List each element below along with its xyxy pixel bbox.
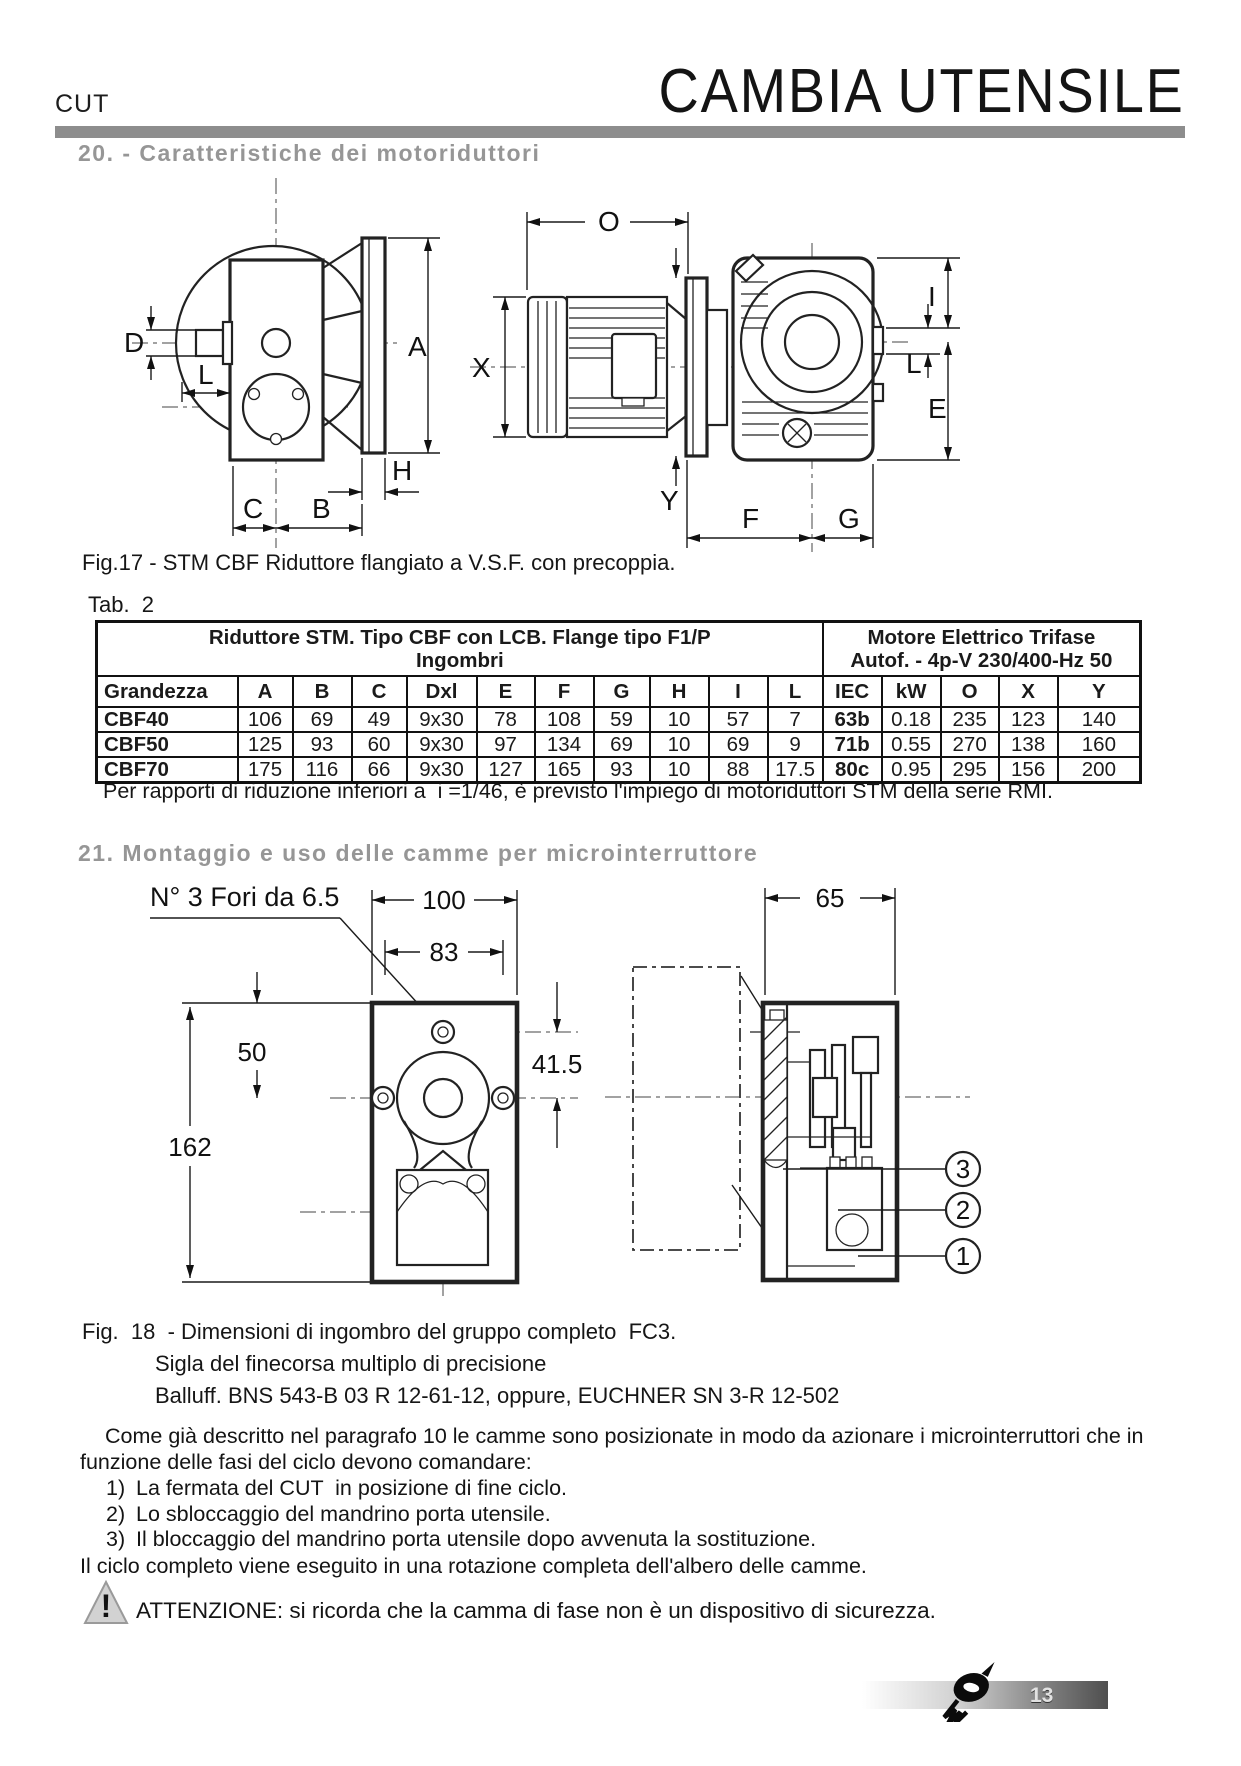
numbered-list <box>80 1476 1185 1553</box>
list-item <box>80 1502 1185 1528</box>
list-item-text: Il bloccaggio del mandrino porta utensile dopo avvenuta la sostituzione. <box>136 1527 817 1551</box>
dim-label-a: A <box>408 331 427 362</box>
page-title: CAMBIA UTENSILE <box>658 57 1185 126</box>
dim-label-y: Y <box>660 485 679 516</box>
callout-1: 1 <box>955 1241 971 1271</box>
dim-label-d: D <box>124 327 145 358</box>
table-column-header: Grandezza A B C Dxl E F G H I L IEC kW O X Y <box>97 676 1141 707</box>
dim-label-e: E <box>928 393 947 424</box>
dim-label-b: B <box>312 493 331 524</box>
list-item <box>80 1527 1185 1553</box>
list-item-text: La fermata del CUT in posizione di fine ciclo. <box>136 1476 568 1500</box>
dim-label-100: 100 <box>422 885 466 915</box>
fig18-caption-line1: Fig. 18 - Dimensioni di ingombro del gruppo completo FC3. <box>82 1319 677 1344</box>
list-item-number: 1) <box>106 1476 126 1500</box>
warning-exclamation: ! <box>100 1588 112 1624</box>
dim-label-l-side: L <box>906 348 922 379</box>
fig17-front-view <box>124 178 440 548</box>
list-item-text: Lo sbloccaggio del mandrino porta utensile. <box>136 1501 551 1526</box>
warning-text: ATTENZIONE: si ricorda che la camma di fase non è un dispositivo di sicurezza. <box>136 1598 936 1623</box>
dim-label-c: C <box>243 493 264 524</box>
group-left-line2: Ingombri <box>415 649 504 672</box>
section-21-heading: 21. Montaggio e uso delle camme per microinterruttore <box>78 840 759 866</box>
dim-label-65: 65 <box>815 883 845 913</box>
header-divider-bar <box>55 126 1185 138</box>
table-row: CBF40 106 69 49 9x30 78 108 59 10 57 7 63b 0.18 235 123 140 <box>97 707 1141 732</box>
tab2-label: Tab. 2 <box>88 592 155 617</box>
dim-label-f: F <box>742 503 760 534</box>
fig18-side-view <box>605 883 980 1280</box>
table-row: CBF50 125 93 60 9x30 97 134 69 10 69 9 71b 0.55 270 138 160 <box>97 732 1141 757</box>
list-item-number: 3) <box>106 1527 126 1551</box>
dim-label-162: 162 <box>168 1132 212 1162</box>
dim-label-50: 50 <box>237 1037 267 1067</box>
table-group-header <box>97 622 1141 677</box>
fig18-front-view <box>150 882 582 1300</box>
list-item-number: 2) <box>106 1501 126 1526</box>
dim-label-g: G <box>838 503 860 534</box>
list-item <box>80 1476 1185 1502</box>
doc-code: CUT <box>55 90 110 118</box>
figure-17-drawing <box>0 170 1241 570</box>
company-logo-icon <box>928 1660 1012 1722</box>
dim-label-l-left: L <box>198 359 214 390</box>
group-left-line1: Riduttore STM. Tipo CBF con LCB. Flange tipo F1/P <box>208 626 711 649</box>
figure-18-drawing <box>0 860 1241 1305</box>
dim-label-o: O <box>598 206 620 237</box>
table-note: Per rapporti di riduzione inferiori a i =1/46, è previsto l'impiego di motoriduttori STM della serie RMI. <box>103 779 1053 803</box>
fig17-side-view <box>470 206 960 552</box>
group-right-line2: Autof. - 4p-V 230/400-Hz 50 <box>850 649 1113 672</box>
fig18-caption-line2: Sigla del finecorsa multiplo di precisione <box>155 1351 547 1376</box>
dim-label-i: I <box>928 281 936 312</box>
fig18-caption <box>82 1316 839 1412</box>
group-right-line1: Motore Elettrico Trifase <box>867 626 1096 649</box>
callout-3: 3 <box>955 1154 971 1184</box>
table-row: CBF70 175 116 66 9x30 127 165 93 10 88 17.5 80c 0.95 295 156 200 <box>97 757 1141 783</box>
fig17-caption: Fig.17 - STM CBF Riduttore flangiato a V.S.F. con precoppia. <box>82 550 676 575</box>
callout-2: 2 <box>955 1195 971 1225</box>
intro-paragraph: Come già descritto nel paragrafo 10 le camme sono posizionate in modo da azionare i microinterruttori che in funzione delle fasi del ciclo devono comandare: <box>80 1424 1144 1474</box>
dim-label-h: H <box>392 455 413 486</box>
warning-triangle-icon <box>82 1579 130 1627</box>
body-text <box>80 1424 1185 1579</box>
tab2-table <box>95 620 1142 784</box>
section-20-heading: 20. - Caratteristiche dei motoriduttori <box>78 140 541 166</box>
holes-label: N° 3 Fori da 6.5 <box>150 882 340 912</box>
fig18-caption-line3: Balluff. BNS 543-B 03 R 12-61-12, oppure, EUCHNER SN 3-R 12-502 <box>155 1383 840 1408</box>
dim-label-x: X <box>472 352 491 383</box>
dim-label-41-5: 41.5 <box>531 1049 583 1079</box>
dim-label-83: 83 <box>429 937 459 967</box>
closing-line: Il ciclo completo viene eseguito in una rotazione completa dell'albero delle camme. <box>80 1553 867 1578</box>
page-number: 13 <box>1030 1684 1054 1707</box>
